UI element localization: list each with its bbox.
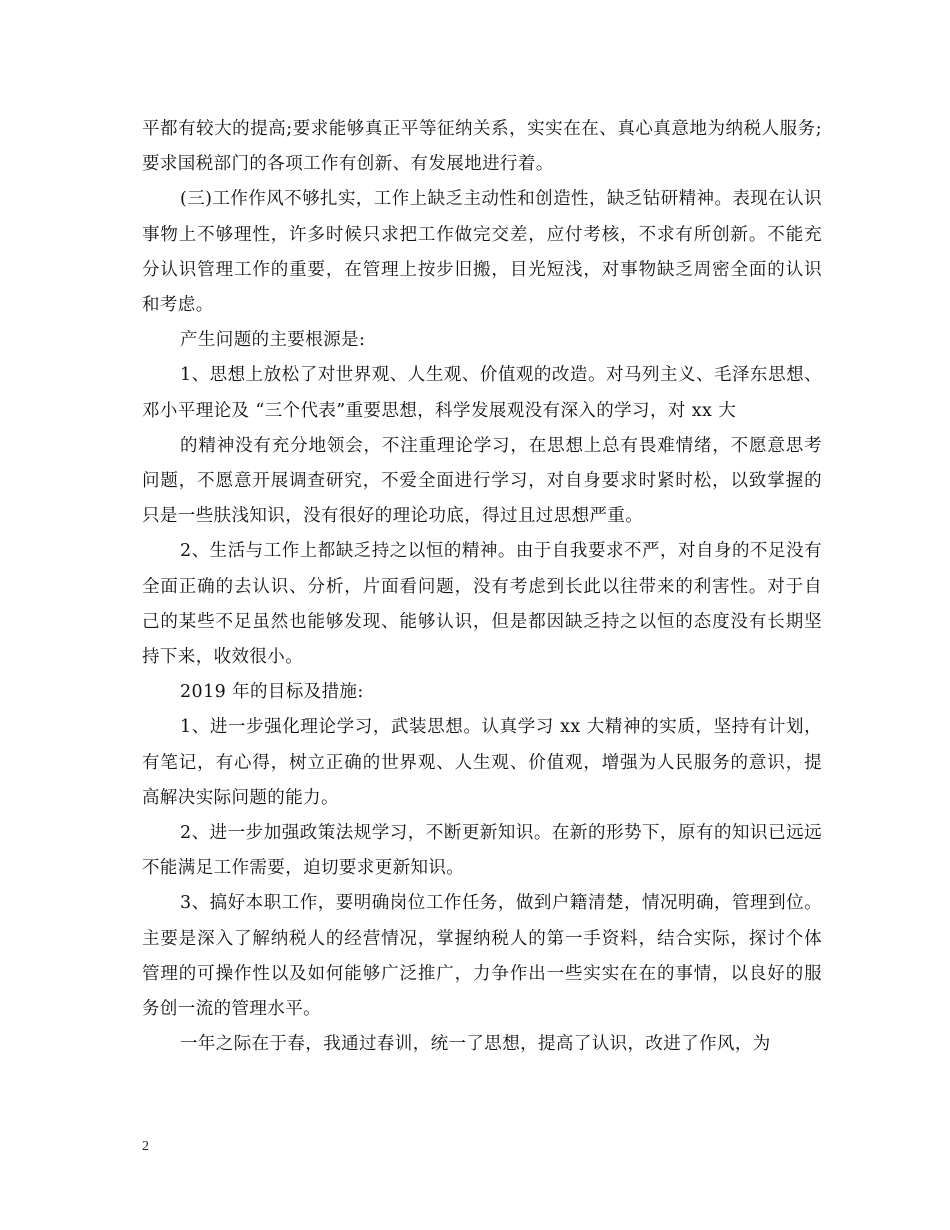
paragraph-8: 1、进一步强化理论学习，武装思想。认真学习 xx 大精神的实质，坚持有计划，有笔记，有心得，树立正确的世界观、人生观、价值观，增强为人民服务的意识，提高解决实际问题的能力。	[142, 717, 822, 808]
paragraph-3: 产生问题的主要根源是:	[180, 330, 366, 351]
document-body	[142, 112, 822, 1062]
paragraph-5: 的精神没有充分地领会，不注重理论学习，在思想上总有畏难情绪，不愿意思考问题，不愿意开展调查研究，不爱全面进行学习，对自身要求时紧时松，以致掌握的只是一些肤浅知识，没有很好的理论功底，得过且过思想严重。	[142, 435, 822, 527]
paragraph-4: 1、思想上放松了对世界观、人生观、价值观的改造。对马列主义、毛泽东思想、邓小平理论及 “三个代表”重要思想，科学发展观没有深入的学习，对 xx 大	[142, 365, 822, 421]
paragraph-9: 2、进一步加强政策法规学习，不断更新知识。在新的形势下，原有的知识已远远不能满足工作需要，迫切要求更新知识。	[142, 823, 822, 879]
paragraph-11: 一年之际在于春，我通过春训，统一了思想，提高了认识，改进了作风，为	[180, 1034, 771, 1055]
paragraph-10: 3、搞好本职工作，要明确岗位工作任务，做到户籍清楚，情况明确，管理到位。主要是深入了解纳税人的经营情况，掌握纳税人的第一手资料，结合实际，探讨个体管理的可操作性以及如何能够广泛推广，力争作出一些实实在在的事情，以良好的服务创一流的管理水平。	[142, 893, 822, 1020]
paragraph-2: (三)工作作风不够扎实，工作上缺乏主动性和创造性，缺乏钻研精神。表现在认识事物上不够理性，许多时候只求把工作做完交差，应付考核，不求有所创新。不能充分认识管理工作的重要，在管理上按步旧搬，目光短浅，对事物缺乏周密全面的认识和考虑。	[142, 189, 822, 316]
page-number: 2	[142, 1139, 149, 1154]
paragraph-1: 平都有较大的提高;要求能够真正平等征纳关系，实实在在、真心真意地为纳税人服务;要求国税部门的各项工作有创新、有发展地进行着。	[142, 119, 822, 175]
paragraph-6: 2、生活与工作上都缺乏持之以恒的精神。由于自我要求不严，对自身的不足没有全面正确的去认识、分析，片面看问题，没有考虑到长此以往带来的利害性。对于自己的某些不足虽然也能够发现、能够认识，但是都因缺乏持之以恒的态度没有长期坚持下来，收效很小。	[142, 541, 822, 668]
paragraph-7: 2019 年的目标及措施:	[180, 682, 364, 703]
